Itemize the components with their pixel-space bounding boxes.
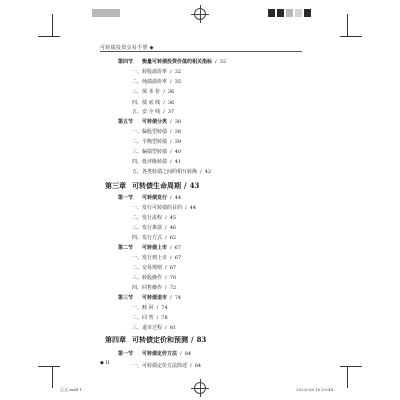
toc-page-number: 45 xyxy=(169,215,177,221)
toc-page-number: 40 xyxy=(174,149,182,155)
toc-title: 一、转股溢价率 xyxy=(132,69,168,75)
toc-title: 二、发行流程 xyxy=(132,215,163,221)
toc-title: 三、偏债型转债 xyxy=(132,149,168,155)
toc-item xyxy=(132,130,181,135)
toc-title: 四、低评级转债 xyxy=(132,159,168,165)
toc-item xyxy=(132,306,168,311)
toc-title: 五、安 全 线 xyxy=(132,109,161,115)
toc-section xyxy=(118,296,181,301)
toc-separator: / xyxy=(170,295,172,301)
toc-section xyxy=(118,60,226,65)
toc-chapter xyxy=(105,336,206,343)
toc-title: 四、回售操作 xyxy=(132,285,163,291)
toc-item xyxy=(132,150,181,155)
toc-separator: / xyxy=(170,119,172,125)
toc-separator: / xyxy=(163,100,165,106)
toc-key: 第四节 xyxy=(118,59,134,65)
toc-separator: / xyxy=(184,181,187,190)
toc-item xyxy=(132,160,181,165)
toc-separator: / xyxy=(163,109,165,115)
toc-title: 一、赎 回 xyxy=(132,305,154,311)
toc-separator: / xyxy=(165,325,167,331)
toc-separator: / xyxy=(165,235,167,241)
toc-page-number: 70 xyxy=(169,275,177,281)
toc-item xyxy=(132,276,176,281)
color-bar xyxy=(295,9,302,17)
toc-separator: / xyxy=(165,275,167,281)
toc-title: 一、偏股型转债 xyxy=(132,129,168,135)
crop-mark xyxy=(38,36,60,37)
toc-item xyxy=(132,256,181,261)
toc-item xyxy=(132,206,196,211)
toc-title: 一、发行可转债的目的 xyxy=(132,205,183,211)
crop-mark xyxy=(52,14,53,36)
toc-separator: / xyxy=(170,255,172,261)
toc-title: 可转债退市 xyxy=(142,295,168,301)
crop-mark xyxy=(347,14,348,36)
toc-page-number: 72 xyxy=(169,285,177,291)
toc-item xyxy=(132,266,176,271)
toc-separator: / xyxy=(170,69,172,75)
color-bar xyxy=(268,9,275,17)
page-folio: ◆ II xyxy=(100,360,110,366)
toc-item xyxy=(132,364,201,369)
toc-title: 二、平衡型转债 xyxy=(132,139,168,145)
toc-key: 第五节 xyxy=(118,119,134,125)
toc-title: 可转债生命周期 xyxy=(132,181,181,190)
toc-title: 四、发行方式 xyxy=(132,235,163,241)
toc-item xyxy=(132,170,211,175)
toc-page-number: 81 xyxy=(169,325,177,331)
running-header xyxy=(100,44,154,51)
header-ornament: ◆ xyxy=(149,45,154,51)
toc-page-number: 32 xyxy=(174,69,182,75)
toc-title: 四、债 底 线 xyxy=(132,100,161,106)
toc-section xyxy=(118,246,181,251)
toc-title: 三、保 本 价 xyxy=(132,89,161,95)
toc-separator: / xyxy=(185,205,187,211)
toc-title: 可转债定价和预测 xyxy=(132,335,188,344)
toc-page-number: 74 xyxy=(174,295,182,301)
toc-item xyxy=(132,70,181,75)
toc-section xyxy=(118,352,191,357)
toc-item xyxy=(132,110,174,115)
toc-page-number: 44 xyxy=(174,195,182,201)
color-bar xyxy=(277,9,284,17)
toc-item xyxy=(132,140,181,145)
toc-separator: / xyxy=(190,363,192,369)
toc-separator: / xyxy=(156,305,159,311)
toc-item xyxy=(132,80,181,85)
toc-item xyxy=(132,101,174,106)
toc-separator: / xyxy=(200,169,202,175)
toc-title: 二、纯债溢价率 xyxy=(132,79,168,85)
toc-item xyxy=(132,226,176,231)
toc-separator: / xyxy=(165,265,167,271)
toc-key: 第三章 xyxy=(105,181,126,190)
toc-item xyxy=(132,286,176,291)
footer-filename: 正文.indd 1 xyxy=(60,387,83,392)
toc-page-number: 67 xyxy=(174,255,182,261)
toc-title: 可转债发行 xyxy=(142,195,168,201)
toc-page-number: 83 xyxy=(196,335,207,344)
toc-separator: / xyxy=(180,351,182,357)
toc-separator: / xyxy=(165,285,167,291)
toc-separator: / xyxy=(170,79,172,85)
crop-mark xyxy=(38,366,60,367)
toc-title: 三、退市过程 xyxy=(132,325,163,331)
toc-key: 第二节 xyxy=(118,245,134,251)
toc-page-number: 38 xyxy=(174,119,182,125)
toc-title: 可转债上市 xyxy=(142,245,168,251)
toc-separator: / xyxy=(170,149,172,155)
toc-page-number: 32 xyxy=(219,59,227,65)
toc-separator: / xyxy=(170,245,172,251)
toc-page-number: 84 xyxy=(184,351,192,357)
toc-title: 可转债定价方法 xyxy=(142,351,178,357)
toc-page-number: 41 xyxy=(174,159,182,165)
running-title: 可转债投资交易手册 xyxy=(100,45,148,51)
toc-title: 一、发行到上市 xyxy=(132,255,168,261)
toc-item xyxy=(132,90,174,95)
toc-separator: / xyxy=(165,225,167,231)
toc-key: 第一节 xyxy=(118,195,134,201)
toc-chapter xyxy=(105,182,199,189)
registration-mark xyxy=(194,382,206,394)
crop-mark xyxy=(347,366,348,388)
toc-page-number: 38 xyxy=(174,129,182,135)
toc-item xyxy=(132,236,176,241)
toc-page-number: 43 xyxy=(189,181,200,190)
toc-page-number: 39 xyxy=(174,139,182,145)
toc-page-number: 62 xyxy=(169,235,177,241)
toc-page-number: 35 xyxy=(174,79,182,85)
toc-title: 二、回 售 xyxy=(132,315,154,321)
toc-page-number: 67 xyxy=(169,265,177,271)
toc-item xyxy=(132,326,176,331)
toc-separator: / xyxy=(165,215,167,221)
toc-item xyxy=(132,316,168,321)
crop-mark xyxy=(52,366,53,388)
toc-title: 三、发行条款 xyxy=(132,225,163,231)
toc-item xyxy=(132,216,176,221)
toc-page-number: 84 xyxy=(194,363,202,369)
header-rule xyxy=(100,51,302,52)
toc-page-number: 36 xyxy=(167,89,175,95)
toc-section xyxy=(118,196,181,201)
toc-separator: / xyxy=(170,129,172,135)
toc-page-number: 78 xyxy=(161,315,168,321)
toc-title: 二、交易规则 xyxy=(132,265,163,271)
color-bar xyxy=(304,9,311,17)
crop-mark xyxy=(340,36,362,37)
toc-key: 第一节 xyxy=(118,351,134,357)
toc-key: 第三节 xyxy=(118,295,134,301)
toc-title: 一、可转债定价方法简述 xyxy=(132,363,188,369)
toc-section xyxy=(118,120,181,125)
toc-title: 三、转股操作 xyxy=(132,275,163,281)
toc-title: 五、各类转债之间的相互转换 xyxy=(132,169,198,175)
toc-page-number: 42 xyxy=(204,169,212,175)
registration-mark xyxy=(194,8,206,20)
toc-separator: / xyxy=(163,89,165,95)
toc-page-number: 46 xyxy=(169,225,177,231)
toc-separator: / xyxy=(170,139,172,145)
toc-separator: / xyxy=(215,59,217,65)
toc-separator: / xyxy=(156,315,159,321)
toc-separator: / xyxy=(170,195,172,201)
toc-page-number: 36 xyxy=(167,100,175,106)
color-bar xyxy=(286,9,293,17)
toc-title: 衡量可转债投资价值的相关指标 xyxy=(142,59,213,65)
toc-page-number: 74 xyxy=(161,305,168,311)
toc-separator: / xyxy=(191,335,194,344)
toc-key: 第四章 xyxy=(105,335,126,344)
toc-page-number: 44 xyxy=(189,205,197,211)
toc-separator: / xyxy=(170,159,172,165)
crop-mark xyxy=(340,366,362,367)
toc-title: 可转债分类 xyxy=(142,119,168,125)
toc-page-number: 37 xyxy=(167,109,175,115)
toc-page-number: 67 xyxy=(174,245,182,251)
color-bar xyxy=(92,9,120,17)
footer-timestamp: 2023/3/8 10:19:44 xyxy=(296,387,334,392)
